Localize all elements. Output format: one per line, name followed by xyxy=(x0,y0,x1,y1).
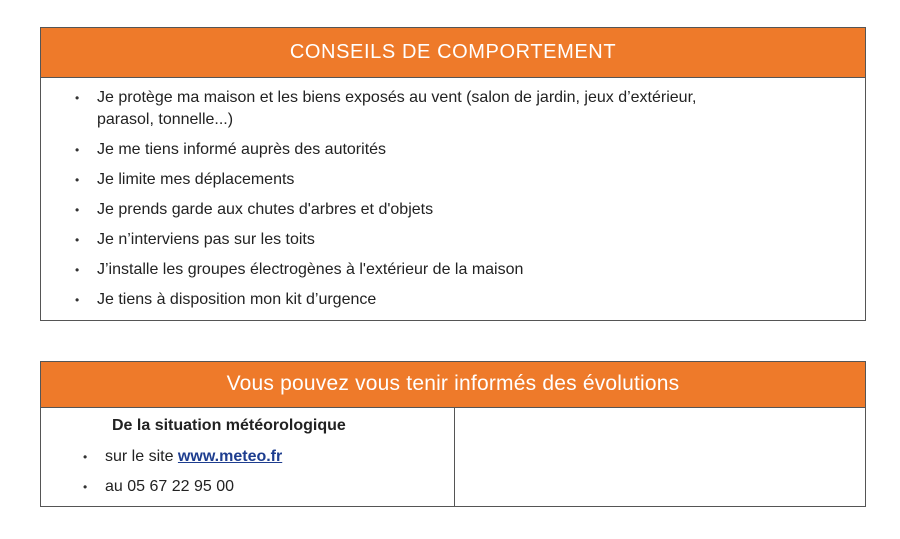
bullet-icon: • xyxy=(75,143,80,157)
bullet-icon: • xyxy=(75,233,80,247)
advice-item-generators-text: J’installe les groupes électrogènes à l'extérieur de la maison xyxy=(97,261,524,278)
advice-item-informed-text: Je me tiens informé auprès des autorités xyxy=(97,141,387,158)
advice-item-protect-home-line1: Je protège ma maison et les biens exposés au vent (salon de jardin, jeux d’extérieur, xyxy=(97,89,697,106)
advice-item-limit-travel xyxy=(75,169,857,191)
empty-info-column xyxy=(455,408,865,507)
information-title: Vous pouvez vous tenir informés des évolutions xyxy=(41,362,865,408)
bullet-icon: • xyxy=(75,173,80,187)
weather-info-list xyxy=(41,446,454,498)
advice-item-protect-home-line2: parasol, tonnelle...) xyxy=(97,111,234,128)
weather-heading: De la situation météorologique xyxy=(112,417,346,434)
weather-site-prefix: sur le site xyxy=(105,448,178,465)
advice-item-roofs-text: Je n’interviens pas sur les toits xyxy=(97,231,315,248)
behavior-advice-box xyxy=(40,27,866,321)
weather-site-item xyxy=(83,446,454,468)
bullet-icon: • xyxy=(83,450,88,464)
advice-item-informed xyxy=(75,139,857,161)
advice-item-falling-trees xyxy=(75,199,857,221)
information-box xyxy=(40,361,866,507)
weather-phone-item xyxy=(83,476,454,498)
advice-item-falling-trees-text: Je prends garde aux chutes d'arbres et d'objets xyxy=(97,201,434,218)
meteo-website-link[interactable]: www.meteo.fr xyxy=(177,448,283,465)
behavior-advice-list xyxy=(41,78,865,311)
bullet-icon: • xyxy=(75,91,80,105)
bullet-icon: • xyxy=(83,480,88,494)
bullet-icon: • xyxy=(75,263,80,277)
bullet-icon: • xyxy=(75,203,80,217)
advice-item-limit-travel-text: Je limite mes déplacements xyxy=(97,171,295,188)
weather-phone-text: au 05 67 22 95 00 xyxy=(105,478,235,495)
advice-item-emergency-kit xyxy=(75,289,857,311)
behavior-advice-title: CONSEILS DE COMPORTEMENT xyxy=(41,28,865,78)
advice-item-generators xyxy=(75,259,857,281)
advice-item-emergency-kit-text: Je tiens à disposition mon kit d’urgence xyxy=(97,291,377,308)
advice-item-roofs xyxy=(75,229,857,251)
weather-info-column xyxy=(41,408,455,507)
advice-item-protect-home xyxy=(75,87,857,131)
bullet-icon: • xyxy=(75,293,80,307)
information-columns xyxy=(41,408,865,507)
